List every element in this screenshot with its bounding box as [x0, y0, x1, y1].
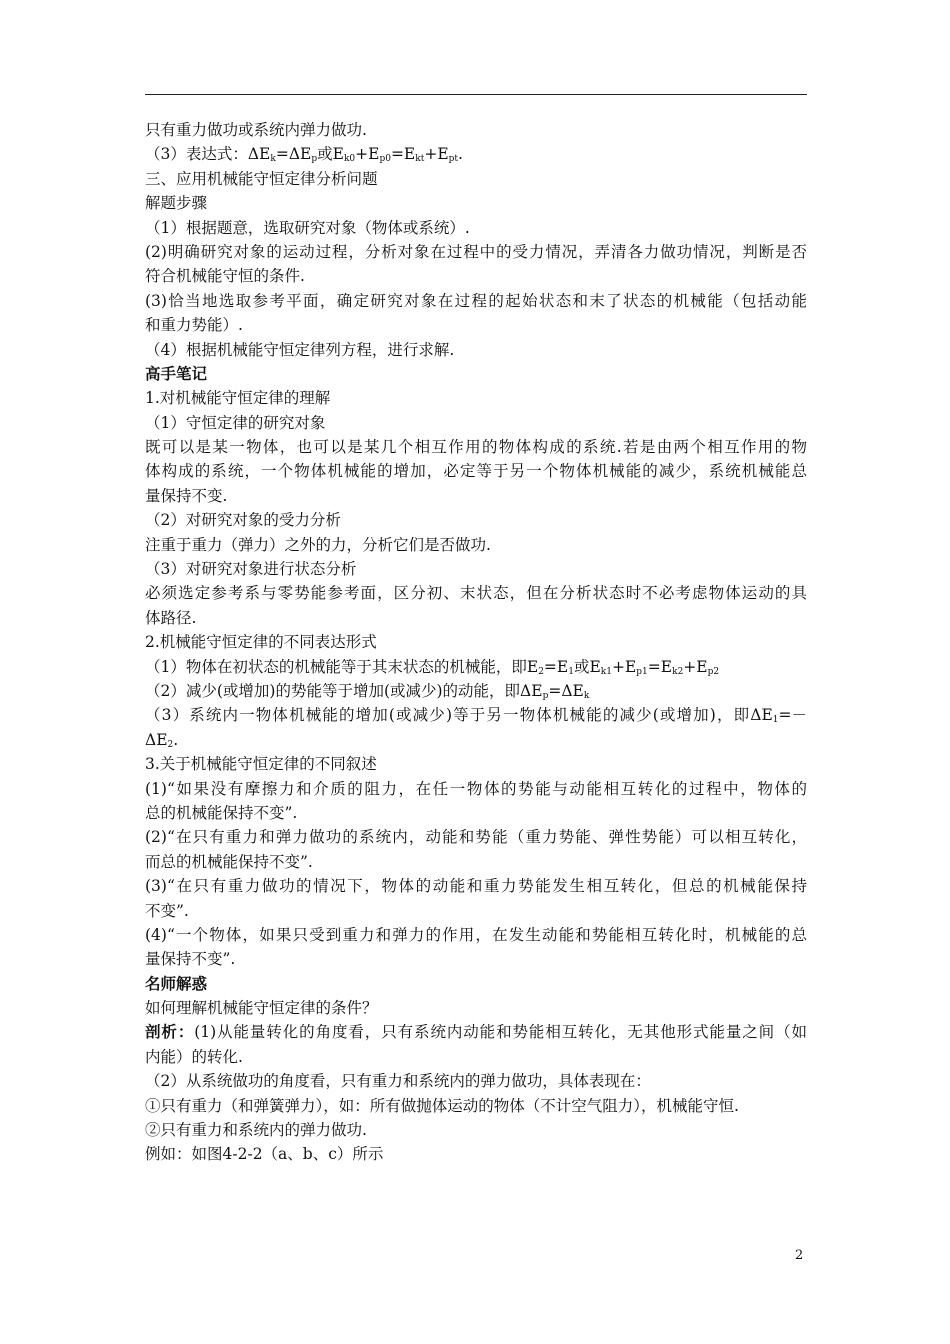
text-line: (1)“如果没有摩擦力和介质的阻力，在任一物体的势能与动能相互转化的过程中，物体的	[145, 779, 807, 798]
text-line: （2）减少(或增加)的势能等于增加(或减少)的动能，即$\Delta E_p=\Delta E_k$	[145, 681, 590, 701]
text-line: 必须选定参考系与零势能参考面，区分初、末状态，但在分析状态时不必考虑物体运动的具	[145, 584, 807, 603]
text-line: 解题步骤	[145, 194, 208, 213]
text-line: 内能）的转化.	[145, 1047, 243, 1066]
text-line: 剖析：(1)从能量转化的角度看，只有系统内动能和势能相互转化，无其他形式能量之间（如	[145, 1023, 807, 1042]
text-line: 三、应用机械能守恒定律分析问题	[145, 169, 378, 188]
text-line: 3.关于机械能守恒定律的不同叙述	[145, 755, 377, 774]
text-line: 和重力势能）.	[145, 316, 243, 335]
text-line: （2）从系统做功的角度看，只有重力和系统内的弹力做功，具体表现在：	[145, 1072, 651, 1091]
section-heading: 高手笔记	[145, 364, 208, 383]
text-line: （1）物体在初状态的机械能等于其末状态的机械能，即$E_2=E_1$或$E_{k1}+E_{p1}=E_{k2}+E_{p2}$	[145, 657, 720, 677]
page-number: 2	[795, 1248, 804, 1263]
text-line: （4）根据机械能守恒定律列方程，进行求解.	[145, 340, 455, 359]
text-line: (2)明确研究对象的运动过程，分析对象在过程中的受力情况，弄清各力做功情况，判断是否	[145, 242, 807, 261]
text-line: 不变”.	[145, 901, 189, 920]
text-line: 1.对机械能守恒定律的理解	[145, 389, 331, 408]
text-line: 量保持不变.	[145, 486, 228, 505]
text-line: （3）对研究对象进行状态分析	[145, 560, 357, 579]
document-body	[145, 118, 807, 1167]
text-line: (2)“在只有重力和弹力做功的系统内，动能和势能（重力势能、弹性势能）可以相互转化，	[145, 828, 807, 847]
text-line: 例如：如图4-2-2（a、b、c）所示	[145, 1145, 384, 1164]
text-line: 符合机械能守恒的条件.	[145, 267, 305, 286]
text-line: (3)“在只有重力做功的情况下，物体的动能和重力势能发生相互转化，但总的机械能保持	[145, 877, 807, 896]
text-line: 如何理解机械能守恒定律的条件？	[145, 999, 378, 1018]
text-line: （2）对研究对象的受力分析	[145, 511, 341, 530]
text-line: （1）守恒定律的研究对象	[145, 413, 326, 432]
text-line: ②只有重力和系统内的弹力做功.	[145, 1121, 367, 1140]
text-line: （1）根据题意，选取研究对象（物体或系统）.	[145, 218, 470, 237]
text-line: 既可以是某一物体，也可以是某几个相互作用的物体构成的系统.若是由两个相互作用的物	[145, 438, 807, 457]
text-line: （3）表达式：$\Delta E_k=\Delta E_p$或$E_{k0}+E_{p0}=E_{kt}+E_{pt}$.	[145, 145, 463, 165]
text-line: (4)“一个物体，如果只受到重力和弹力的作用，在发生动能和势能相互转化时，机械能的总	[145, 925, 807, 944]
section-heading: 名师解惑	[145, 974, 208, 993]
text-line: 量保持不变”.	[145, 950, 236, 969]
text-line: 而总的机械能保持不变”.	[145, 852, 313, 871]
text-line: (3)恰当地选取参考平面，确定研究对象在过程的起始状态和末了状态的机械能（包括动能	[145, 291, 807, 310]
text-line: 2.机械能守恒定律的不同表达形式	[145, 633, 377, 652]
text-line: 注重于重力（弹力）之外的力，分析它们是否做功.	[145, 535, 491, 554]
text-line: $\Delta E_2$.	[145, 730, 179, 750]
text-line: （3）系统内一物体机械能的增加(或减少)等于另一物体机械能的减少(或增加)，即$\Delta E_1=-$	[145, 706, 807, 726]
text-line: 总的机械能保持不变”.	[145, 803, 298, 822]
text-line: 体路径.	[145, 608, 197, 627]
header-rule	[145, 94, 807, 95]
text-line: ①只有重力（和弹簧弹力），如：所有做抛体运动的物体（不计空气阻力），机械能守恒.	[145, 1096, 739, 1115]
text-line: 体构成的系统，一个物体机械能的增加，必定等于另一个物体机械能的减少，系统机械能总	[145, 462, 807, 481]
text-line: 只有重力做功或系统内弹力做功.	[145, 121, 367, 139]
